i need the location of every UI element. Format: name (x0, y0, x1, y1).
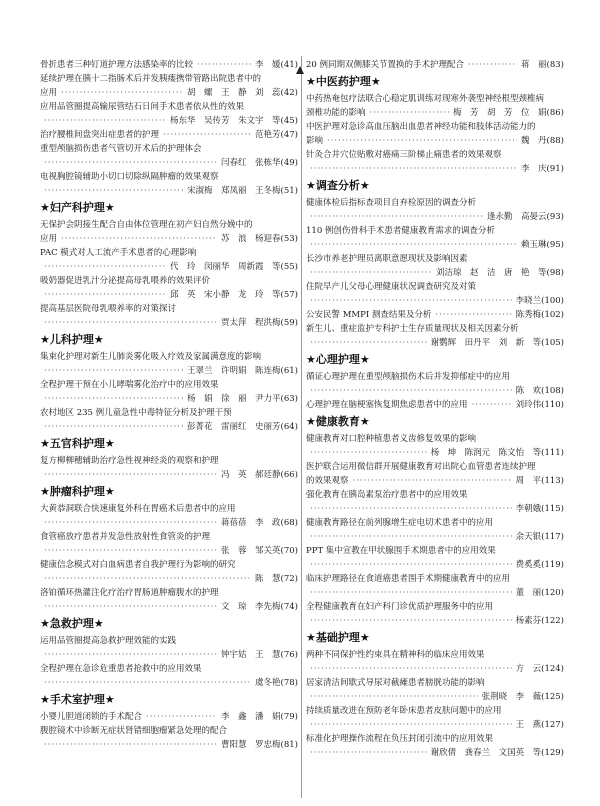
leader-dots (310, 162, 517, 176)
entry-authors: 闫春红 张栋华 (221, 158, 281, 168)
toc-entry[interactable] (306, 148, 564, 176)
entry-title: 吸奶器促进乳汁分泌提高母乳喂养的效果评价 (40, 276, 211, 286)
entry-title: 健康教育对口腔种植患者义齿修复效果的影响 (306, 434, 477, 444)
toc-right-column (306, 58, 564, 760)
leader-dots (44, 544, 217, 558)
entry-title: 重型颅脑损伤患者气管切开术后的护理体会 (40, 144, 202, 154)
entry-title-continued: 应用 (40, 88, 58, 98)
section-heading: ★中医药护理★ (306, 75, 381, 88)
toc-entry[interactable] (40, 302, 298, 330)
entry-title: 大黄恭洞联合快速康复外科在胃癌术后患者中的应用 (40, 504, 236, 514)
leader-dots (44, 156, 217, 170)
leader-dots (44, 288, 166, 302)
entry-page-number: (74) (280, 602, 298, 612)
entry-authors: 李晓兰 (515, 296, 542, 306)
toc-entry[interactable] (40, 586, 298, 614)
entry-title: 两种不同保护性约束具在精神科的临床应用效果 (306, 650, 485, 660)
entry-page-number: (110) (541, 400, 564, 410)
toc-entry[interactable] (306, 676, 564, 704)
toc-entry[interactable] (40, 634, 298, 662)
leader-dots (310, 718, 512, 732)
entry-page-number: (41) (280, 60, 298, 70)
entry-page-number: (122) (541, 616, 564, 626)
entry-page-number: (95) (546, 240, 564, 250)
leader-dots (44, 260, 166, 274)
leader-dots (310, 614, 512, 628)
toc-entry[interactable] (40, 100, 298, 128)
entry-title: 新生儿、重症监护专科护士生存质量现状及相关因素分析 (306, 324, 519, 334)
entry-page-number: (127) (541, 720, 564, 730)
entry-authors: 赖玉琳 (521, 240, 547, 250)
entry-title: 洛铂循环热灌注化疗治疗胃肠道肿瘤腹水的护理 (40, 588, 219, 598)
entry-title: 腹腔镜术中诊断无症状肾错细胞瘤紧急处理的配合 (40, 726, 228, 736)
entry-authors: 谢鹦辉 田丹平 刘 新 等 (430, 338, 542, 348)
entry-page-number: (125) (541, 692, 564, 702)
section-heading: ★急救护理★ (40, 617, 104, 630)
leader-dots (468, 58, 517, 72)
entry-authors: 张 蓉 邹关英 (221, 546, 281, 556)
entry-page-number: (124) (541, 664, 564, 674)
toc-entry[interactable] (40, 72, 298, 100)
leader-dots (44, 392, 183, 406)
leader-dots (310, 690, 478, 704)
entry-page-number: (49) (280, 158, 298, 168)
entry-authors: 冯 英 郝廷静 (221, 470, 281, 480)
entry-authors: 魏 丹 (521, 136, 547, 146)
toc-entry[interactable] (306, 516, 564, 544)
entry-page-number: (78) (280, 678, 298, 688)
entry-authors: 范艳芳 (255, 130, 281, 140)
entry-authors: 王翠兰 许明娟 陈连梅 (187, 366, 281, 376)
leader-dots (310, 530, 512, 544)
toc-entry[interactable] (306, 322, 564, 350)
leader-dots (163, 128, 251, 142)
toc-entry[interactable] (306, 460, 564, 488)
entry-authors: 刘玲伟 (515, 400, 542, 410)
toc-left-column (40, 58, 298, 752)
leader-dots (44, 600, 217, 614)
toc-entry[interactable] (40, 724, 298, 752)
entry-authors: 董 丽 (515, 588, 542, 598)
entry-title: 应用品管圈提高输尿管结石日间手术患者依从性的效果 (40, 102, 245, 112)
entry-title: 提高基层医院母乳喂养率的对策探讨 (40, 304, 177, 314)
entry-page-number: (129) (541, 748, 564, 758)
entry-page-number: (98) (546, 268, 564, 278)
entry-title: 全程健康教育在妇产科门诊优质护理服务中的应用 (306, 602, 494, 612)
entry-page-number: (53) (280, 234, 298, 244)
leader-dots (310, 446, 427, 460)
entry-title-continued: 应用 (40, 234, 58, 244)
toc-entry[interactable] (306, 732, 564, 760)
entry-page-number: (55) (280, 262, 298, 272)
leader-dots (310, 662, 512, 676)
leader-dots (44, 420, 183, 434)
entry-page-number: (108) (541, 386, 564, 396)
entry-authors: 李 媛 (255, 60, 281, 70)
entry-title: 20 例同期双侧膝关节置换的手术护理配合 (306, 60, 465, 70)
leader-dots (310, 294, 512, 308)
entry-authors: 张荆晓 李 薇 (481, 692, 542, 702)
section-heading: ★儿科护理★ (40, 333, 104, 346)
entry-title: 复方柳柳穗辅助治疗急性视神经炎的观察和护理 (40, 456, 219, 466)
section-heading: ★妇产科护理★ (40, 201, 115, 214)
entry-title: PAC 模式对人工流产手术患者的心理影响 (40, 248, 197, 258)
entry-page-number: (93) (546, 212, 564, 222)
entry-title: 强化教育在胰岛素泵治疗患者中的应用效果 (306, 490, 468, 500)
toc-entry[interactable] (40, 378, 298, 406)
entry-authors: 贾太萍 程洪梅 (221, 318, 281, 328)
entry-authors: 逢永勤 高晏云 (487, 212, 547, 222)
leader-dots (472, 398, 512, 412)
entry-title: 长沙市养老护理员离职意愿现状及影响因素 (306, 254, 468, 264)
leader-dots (44, 316, 217, 330)
entry-authors: 文 琼 李先梅 (221, 602, 281, 612)
up-arrow-icon (296, 66, 304, 74)
section-heading: ★基础护理★ (306, 631, 370, 644)
entry-page-number: (119) (541, 560, 564, 570)
leader-dots (61, 86, 183, 100)
entry-authors: 谢欣倩 龚春兰 文国英 等 (430, 748, 542, 758)
entry-authors: 蒋 丽 (521, 60, 547, 70)
entry-title-continued: 的效果观察 (306, 476, 349, 486)
entry-authors: 李 鑫 潘 娟 (221, 712, 281, 722)
section-heading: ★肿瘤科护理★ (40, 485, 115, 498)
entry-page-number: (100) (541, 296, 564, 306)
entry-page-number: (47) (280, 130, 298, 140)
toc-entry[interactable] (40, 454, 298, 482)
leader-dots (44, 364, 183, 378)
toc-entry[interactable] (40, 58, 298, 72)
entry-page-number: (72) (280, 574, 298, 584)
leader-dots (61, 232, 217, 246)
leader-dots (310, 336, 427, 350)
entry-title: 临床护理路径在食道癌患者围手术期健康教育中的应用 (306, 574, 511, 584)
entry-authors: 李朝娥 (515, 504, 542, 514)
entry-authors: 刘洁琼 赵 洁 唐 艳 等 (436, 268, 547, 278)
entry-page-number: (105) (541, 338, 564, 348)
leader-dots (310, 266, 432, 280)
leader-dots (44, 572, 251, 586)
entry-authors: 彭菁花 雷丽红 史丽芳 (187, 422, 281, 432)
entry-title: 健康体检后指标查项目自弃检原因的调查分析 (306, 198, 477, 208)
toc-entry[interactable] (306, 58, 564, 72)
entry-authors: 陈 欢 (515, 386, 542, 396)
entry-page-number: (79) (280, 712, 298, 722)
entry-page-number: (102) (541, 310, 564, 320)
leader-dots (197, 58, 251, 72)
entry-page-number: (59) (280, 318, 298, 328)
entry-page-number: (42) (280, 88, 298, 98)
leader-dots (44, 114, 166, 128)
entry-authors: 杨 娟 徐 丽 尹力平 (187, 394, 281, 404)
leader-dots (310, 210, 483, 224)
entry-authors: 杨 坤 陈润元 陈文怡 等 (430, 448, 542, 458)
entry-authors: 周 平 (515, 476, 542, 486)
section-heading: ★心理护理★ (306, 353, 370, 366)
entry-title: 心理护理在脑梗塞恢复期焦虑患者中的应用 (306, 400, 468, 410)
entry-page-number: (63) (280, 394, 298, 404)
toc-entry[interactable] (306, 224, 564, 252)
entry-title-continued: 颈椎功能的影响 (306, 108, 366, 118)
toc-entry[interactable] (40, 142, 298, 170)
toc-entry[interactable] (306, 280, 564, 308)
toc-entry[interactable] (40, 128, 298, 142)
entry-authors: 蒋蓓蓓 李 政 (221, 518, 281, 528)
entry-title: 循证心理护理在重型颅脑损伤术后并发抑郁症中的应用 (306, 372, 511, 382)
toc-entry[interactable] (306, 572, 564, 600)
toc-entry[interactable] (306, 370, 564, 398)
entry-page-number: (66) (280, 470, 298, 480)
entry-authors: 苏 浪 杨迎春 (221, 234, 281, 244)
entry-page-number: (81) (280, 740, 298, 750)
toc-entry[interactable] (40, 558, 298, 586)
entry-page-number: (120) (541, 588, 564, 598)
leader-dots (327, 134, 517, 148)
entry-title: 电视胸腔镜辅助小切口切除纵隔肿瘤的效果观察 (40, 172, 219, 182)
entry-title: 110 例创伤骨科手术患者健康教育需求的调查分析 (306, 226, 495, 236)
entry-title: 食管癌放疗患者并发急性放射性食管炎的护理 (40, 532, 211, 542)
entry-authors: 杨素芬 (515, 616, 542, 626)
entry-title-continued: 影响 (306, 136, 324, 146)
entry-authors: 陈秀梅 (515, 310, 542, 320)
entry-page-number: (115) (541, 504, 564, 514)
entry-title: 医护联合运用微信群开展健康教育对出院心血管患者连续护理 (306, 462, 536, 472)
entry-title: 运用品管圈提高急救护理效能的实践 (40, 636, 177, 646)
toc-entry[interactable] (306, 704, 564, 732)
toc-entry[interactable] (40, 274, 298, 302)
entry-authors: 费奚奚 (515, 560, 542, 570)
toc-entry[interactable] (306, 544, 564, 572)
entry-authors: 宋淑梅 郑凤丽 王冬梅 (187, 186, 281, 196)
toc-entry[interactable] (306, 308, 564, 322)
toc-entry[interactable] (40, 710, 298, 724)
entry-authors: 王 燕 (515, 720, 542, 730)
entry-title: 农村地区 235 例儿童急性中毒特征分析及护理干预 (40, 408, 232, 418)
column-divider (301, 56, 302, 798)
toc-entry[interactable] (306, 600, 564, 628)
entry-title: 住院早产儿父母心理健康状况调查研究及对策 (306, 282, 477, 292)
leader-dots (44, 468, 217, 482)
leader-dots (310, 238, 517, 252)
entry-page-number: (57) (280, 290, 298, 300)
toc-entry[interactable] (40, 170, 298, 198)
leader-dots (146, 710, 217, 724)
toc-entry[interactable] (40, 218, 298, 246)
toc-entry[interactable] (306, 196, 564, 224)
leader-dots (44, 516, 217, 530)
entry-authors: 胡 螺 王 静 刘 蕊 (187, 88, 281, 98)
section-heading: ★手术室护理★ (40, 693, 115, 706)
toc-entry[interactable] (306, 120, 564, 148)
entry-title: 中医护理对急诊高血压脑出血患者神经功能和肢体活动能力的 (306, 122, 536, 132)
entry-page-number: (64) (280, 422, 298, 432)
toc-entry[interactable] (306, 92, 564, 120)
leader-dots (44, 676, 251, 690)
entry-title: 健康信念模式对白血病患者自我护理行为影响的研究 (40, 560, 236, 570)
entry-title: 延续护理在胰十二指肠术后并发胰瘘携带管路出院患者中的 (40, 74, 262, 84)
entry-authors: 陈 慧 (255, 574, 281, 584)
entry-page-number: (83) (546, 60, 564, 70)
leader-dots (370, 106, 450, 120)
toc-entry[interactable] (40, 662, 298, 690)
leader-dots (310, 586, 512, 600)
entry-authors: 虞冬艳 (255, 678, 281, 688)
entry-title: 公安民警 MMPI 测查结果及分析 (306, 310, 432, 320)
toc-entry[interactable] (306, 648, 564, 676)
entry-authors: 杨东华 吴传芳 朱文宇 等 (170, 116, 281, 126)
entry-authors: 曹阳慧 罗忠梅 (221, 740, 281, 750)
entry-title: 标准化护理操作流程在负压封闭引流中的应用效果 (306, 734, 494, 744)
entry-title: 全程护理干预在小儿哮喘雾化治疗中的应用效果 (40, 380, 219, 390)
entry-title: 针灸合并穴位贴敷对癌痛三阶梯止痛患者的效果观察 (306, 150, 502, 160)
toc-entry[interactable] (40, 502, 298, 530)
entry-title: 骨折患者三种钉道护理方法感染率的比较 (40, 60, 194, 70)
leader-dots (44, 184, 183, 198)
leader-dots (44, 738, 217, 752)
toc-entry[interactable] (40, 246, 298, 274)
leader-dots (310, 384, 512, 398)
section-heading: ★健康教育★ (306, 415, 370, 428)
entry-authors: 钟宇姑 王 慧 (221, 650, 281, 660)
leader-dots (44, 648, 217, 662)
entry-page-number: (70) (280, 546, 298, 556)
entry-title: 居家清洁间歇式导尿对截瘫患者膀胱功能的影响 (306, 678, 485, 688)
entry-page-number: (68) (280, 518, 298, 528)
entry-title: 健康教育路径在前列腺增生症电切术患者中的应用 (306, 518, 494, 528)
entry-page-number: (86) (546, 108, 564, 118)
leader-dots (310, 746, 427, 760)
entry-title: 无保护会阴接生配合自由体位管理在初产妇自然分娩中的 (40, 220, 253, 230)
entry-page-number: (117) (541, 532, 564, 542)
leader-dots (353, 474, 512, 488)
entry-page-number: (61) (280, 366, 298, 376)
leader-dots (435, 308, 511, 322)
entry-authors: 方 云 (515, 664, 542, 674)
toc-entry[interactable] (306, 488, 564, 516)
leader-dots (310, 558, 512, 572)
leader-dots (310, 502, 512, 516)
entry-page-number: (88) (546, 136, 564, 146)
entry-authors: 余天银 (515, 532, 542, 542)
entry-page-number: (91) (546, 164, 564, 174)
entry-authors: 代 玲 闵丽华 周新霞 等 (170, 262, 281, 272)
section-heading: ★五官科护理★ (40, 437, 115, 450)
entry-authors: 邱 英 宋小静 龙 玲 等 (170, 290, 281, 300)
toc-entry[interactable] (306, 432, 564, 460)
entry-page-number: (76) (280, 650, 298, 660)
entry-title: 持续质量改进在预防老年卧床患者皮肤问题中的应用 (306, 706, 502, 716)
section-heading: ★调查分析★ (306, 179, 370, 192)
entry-title: 小婴儿胆道闭锁的手术配合 (40, 712, 143, 722)
entry-authors: 梅 芳 胡 芳 位 娟 (453, 108, 547, 118)
entry-title: 中药热奄包疗法联合心稳定肌训练对现寒外袭型神经根型颈椎病 (306, 94, 545, 104)
entry-page-number: (111) (541, 448, 564, 458)
entry-authors: 李 庆 (521, 164, 547, 174)
entry-title: 治疗腰椎间盘突出症患者的护理 (40, 130, 160, 140)
toc-entry[interactable] (306, 398, 564, 412)
toc-entry[interactable] (40, 406, 298, 434)
entry-page-number: (45) (280, 116, 298, 126)
toc-entry[interactable] (40, 350, 298, 378)
entry-title: PPT 集中宣教在甲状腺围手术期患者中的应用效果 (306, 546, 496, 556)
entry-page-number: (113) (541, 476, 564, 486)
entry-page-number: (51) (280, 186, 298, 196)
entry-title: 集束化护理对新生儿肺炎雾化吸入疗效及家属满意度的影响 (40, 352, 262, 362)
toc-entry[interactable] (40, 530, 298, 558)
toc-entry[interactable] (306, 252, 564, 280)
entry-title: 全程护理在急诊危重患者抢救中的应用效果 (40, 664, 202, 674)
